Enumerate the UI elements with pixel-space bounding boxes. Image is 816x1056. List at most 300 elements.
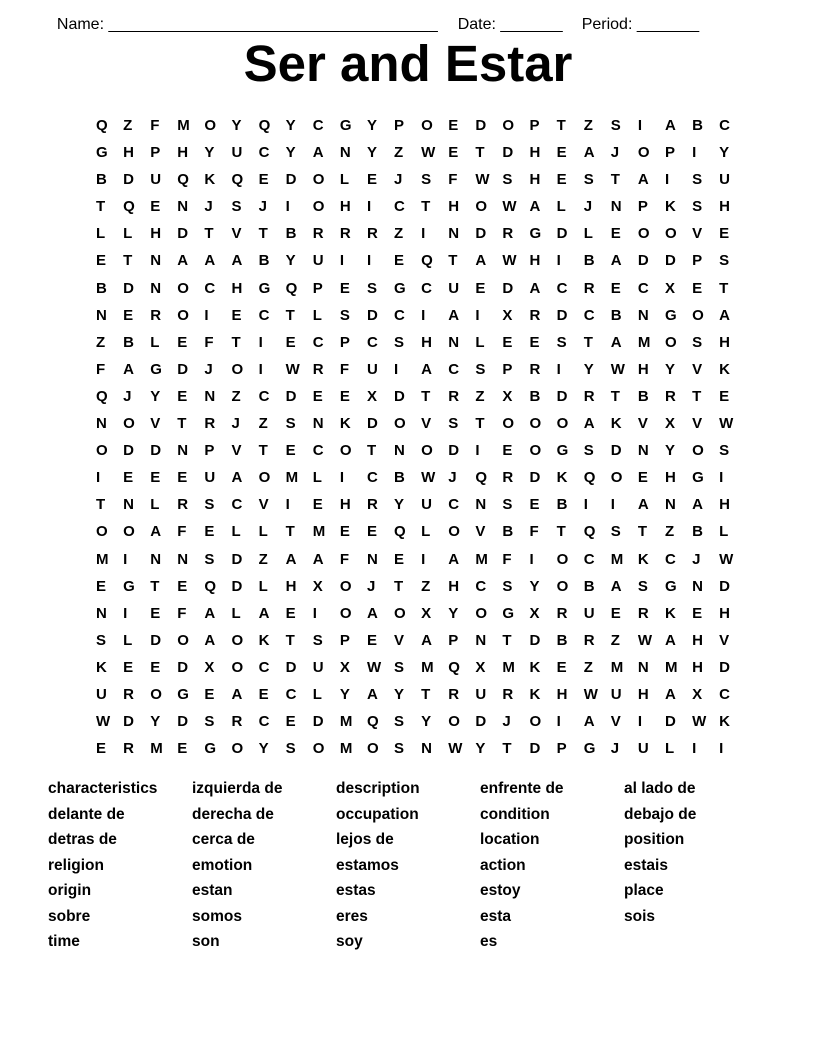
grid-letter[interactable]: Q [258,117,271,134]
grid-letter[interactable]: L [258,523,268,541]
grid-letter[interactable]: R [339,225,351,243]
grid-letter[interactable]: A [366,604,378,622]
grid-letter[interactable]: U [366,360,378,378]
grid-letter[interactable]: O [177,306,189,324]
grid-letter[interactable]: O [150,685,162,703]
grid-letter[interactable]: T [502,740,512,758]
grid-letter[interactable]: W [448,740,463,758]
grid-letter[interactable]: I [123,604,128,622]
grid-letter[interactable]: D [664,713,676,731]
grid-letter[interactable]: D [610,442,622,460]
grid-letter[interactable]: L [421,523,431,541]
grid-letter[interactable]: S [475,360,486,378]
grid-letter[interactable]: E [96,252,107,270]
grid-letter[interactable]: A [692,496,703,514]
grid-letter[interactable]: D [366,306,378,324]
grid-letter[interactable]: I [692,740,697,758]
grid-letter[interactable]: B [610,306,622,324]
grid-letter[interactable]: L [150,333,160,351]
grid-letter[interactable]: S [719,442,730,460]
grid-letter[interactable]: Q [96,387,108,405]
grid-letter[interactable]: U [312,252,324,270]
grid-letter[interactable]: R [448,685,460,703]
grid-letter[interactable]: E [394,252,405,270]
grid-letter[interactable]: N [96,306,107,324]
grid-letter[interactable]: S [502,577,513,595]
grid-letter[interactable]: U [448,279,460,297]
grid-letter[interactable]: Q [475,469,487,487]
grid-letter[interactable]: G [692,469,704,487]
grid-letter[interactable]: M [475,550,488,568]
grid-letter[interactable]: G [664,306,677,324]
grid-letter[interactable]: H [719,604,730,622]
grid-letter[interactable]: E [339,523,350,541]
grid-letter[interactable]: D [285,171,297,189]
grid-letter[interactable]: G [177,685,189,703]
grid-letter[interactable]: A [312,550,324,568]
grid-letter[interactable]: W [366,658,382,676]
grid-letter[interactable]: P [204,442,215,460]
grid-letter[interactable]: E [556,658,567,676]
grid-letter[interactable]: I [394,360,399,378]
grid-letter[interactable]: H [421,333,432,351]
grid-letter[interactable]: O [123,523,135,541]
grid-letter[interactable]: Q [231,171,244,189]
grid-letter[interactable]: R [529,306,541,324]
grid-letter[interactable]: A [664,117,676,134]
grid-letter[interactable]: I [366,252,372,270]
grid-letter[interactable]: R [177,496,189,514]
grid-letter[interactable]: O [312,198,325,216]
grid-letter[interactable]: Q [448,658,460,676]
grid-letter[interactable]: M [285,469,299,487]
grid-letter[interactable]: E [150,469,161,487]
grid-letter[interactable]: M [96,550,109,568]
grid-letter[interactable]: E [150,658,161,676]
grid-letter[interactable]: L [123,225,133,243]
grid-letter[interactable]: E [366,171,377,189]
grid-letter[interactable]: A [150,523,162,541]
grid-letter[interactable]: D [177,360,189,378]
grid-letter[interactable]: C [366,469,378,487]
grid-letter[interactable]: D [556,225,568,243]
grid-letter[interactable]: U [204,469,216,487]
grid-letter[interactable]: I [258,333,263,351]
grid-letter[interactable]: C [664,550,676,568]
grid-letter[interactable]: O [692,306,704,324]
grid-letter[interactable]: S [583,442,594,460]
grid-letter[interactable]: N [366,550,378,568]
grid-letter[interactable]: O [421,117,433,134]
grid-letter[interactable]: T [285,523,295,541]
grid-letter[interactable]: X [339,658,350,676]
grid-letter[interactable]: R [502,469,514,487]
grid-letter[interactable]: T [610,171,620,189]
grid-letter[interactable]: S [502,171,513,189]
grid-letter[interactable]: A [610,333,622,351]
grid-letter[interactable]: N [339,144,351,162]
grid-letter[interactable]: G [529,225,542,243]
grid-letter[interactable]: P [339,333,350,351]
grid-letter[interactable]: J [610,144,620,162]
grid-letter[interactable]: T [421,387,431,405]
grid-letter[interactable]: E [556,171,567,189]
grid-letter[interactable]: E [366,523,377,541]
grid-letter[interactable]: I [123,550,128,568]
grid-letter[interactable]: E [529,496,540,514]
grid-letter[interactable]: I [258,360,263,378]
grid-letter[interactable]: I [96,469,101,487]
grid-letter[interactable]: E [285,713,296,731]
grid-letter[interactable]: K [637,550,649,568]
grid-letter[interactable]: T [719,279,729,297]
grid-letter[interactable]: O [204,117,217,134]
grid-letter[interactable]: A [204,631,216,649]
grid-letter[interactable]: Q [204,577,217,595]
grid-letter[interactable]: A [204,604,216,622]
grid-letter[interactable]: D [231,550,243,568]
grid-letter[interactable]: I [583,496,588,514]
grid-letter[interactable]: L [339,171,350,189]
grid-letter[interactable]: O [177,279,189,297]
grid-letter[interactable]: K [529,658,541,676]
grid-letter[interactable]: S [610,523,621,541]
grid-letter[interactable]: V [421,415,432,433]
grid-letter[interactable]: F [448,171,458,189]
grid-letter[interactable]: O [177,631,189,649]
grid-letter[interactable]: E [692,604,703,622]
grid-letter[interactable]: D [150,631,162,649]
grid-letter[interactable]: D [123,442,134,460]
grid-letter[interactable]: W [719,550,734,568]
grid-letter[interactable]: A [719,306,730,324]
grid-letter[interactable]: W [475,171,490,189]
grid-letter[interactable]: I [719,740,724,758]
grid-letter[interactable]: K [719,360,730,378]
grid-letter[interactable]: E [285,442,296,460]
grid-letter[interactable]: Z [421,577,431,595]
grid-letter[interactable]: A [583,415,595,433]
grid-letter[interactable]: D [123,171,134,189]
grid-letter[interactable]: W [421,144,436,162]
grid-letter[interactable]: G [664,577,677,595]
grid-letter[interactable]: R [366,225,378,243]
grid-letter[interactable]: B [502,523,514,541]
grid-letter[interactable]: I [285,198,290,216]
grid-letter[interactable]: C [448,496,460,514]
grid-letter[interactable]: R [312,360,324,378]
grid-letter[interactable]: N [312,415,324,433]
grid-letter[interactable]: S [285,415,296,433]
grid-letter[interactable]: S [637,577,648,595]
grid-letter[interactable]: N [610,198,622,216]
grid-letter[interactable]: O [448,713,460,731]
grid-letter[interactable]: Y [366,117,377,134]
grid-letter[interactable]: A [366,685,378,703]
grid-letter[interactable]: D [637,252,649,270]
grid-letter[interactable]: S [448,415,459,433]
grid-letter[interactable]: U [150,171,162,189]
grid-letter[interactable]: T [583,333,593,351]
grid-letter[interactable]: E [258,171,269,189]
grid-letter[interactable]: D [394,387,405,405]
grid-letter[interactable]: P [448,631,459,649]
grid-letter[interactable]: D [177,658,189,676]
grid-letter[interactable]: S [394,740,405,758]
grid-letter[interactable]: X [204,658,215,676]
grid-letter[interactable]: E [96,740,107,758]
grid-letter[interactable]: Z [123,117,133,134]
grid-letter[interactable]: Z [231,387,241,405]
grid-letter[interactable]: Y [394,496,405,514]
grid-letter[interactable]: T [637,523,648,541]
grid-letter[interactable]: B [556,631,568,649]
grid-letter[interactable]: N [177,198,189,216]
grid-letter[interactable]: J [502,713,511,731]
grid-letter[interactable]: Q [366,713,379,731]
grid-letter[interactable]: O [312,171,325,189]
grid-letter[interactable]: I [421,225,426,243]
grid-letter[interactable]: T [475,415,485,433]
date-blank[interactable]: _______ [500,16,563,33]
grid-letter[interactable]: N [123,496,134,514]
grid-letter[interactable]: M [610,550,624,568]
grid-letter[interactable]: S [583,171,594,189]
grid-letter[interactable]: H [637,360,649,378]
grid-letter[interactable]: X [502,387,513,405]
grid-letter[interactable]: O [475,198,487,216]
grid-letter[interactable]: Y [285,117,296,134]
grid-letter[interactable]: H [339,198,351,216]
grid-letter[interactable]: P [637,198,648,216]
grid-letter[interactable]: D [123,713,134,731]
grid-letter[interactable]: Y [285,252,296,270]
grid-letter[interactable]: C [285,685,297,703]
grid-letter[interactable]: S [394,658,405,676]
grid-letter[interactable]: K [204,171,216,189]
grid-letter[interactable]: A [448,550,460,568]
grid-letter[interactable]: Y [150,713,161,731]
grid-letter[interactable]: S [204,713,215,731]
grid-letter[interactable]: J [583,198,593,216]
grid-letter[interactable]: B [583,252,595,270]
grid-letter[interactable]: Y [421,713,432,731]
grid-letter[interactable]: S [204,550,215,568]
grid-letter[interactable]: H [448,577,460,595]
grid-letter[interactable]: Q [394,523,406,541]
grid-letter[interactable]: N [664,496,676,514]
grid-letter[interactable]: X [312,577,323,595]
grid-letter[interactable]: O [637,225,650,243]
grid-letter[interactable]: S [366,279,377,297]
grid-letter[interactable]: C [258,658,270,676]
grid-letter[interactable]: I [637,117,643,134]
grid-letter[interactable]: O [692,442,704,460]
grid-letter[interactable]: H [150,225,162,243]
grid-letter[interactable]: S [96,631,107,649]
grid-letter[interactable]: E [475,279,486,297]
grid-letter[interactable]: R [231,713,243,731]
grid-letter[interactable]: P [502,360,513,378]
grid-letter[interactable]: S [421,171,432,189]
grid-letter[interactable]: V [692,360,703,378]
grid-letter[interactable]: N [150,550,162,568]
grid-letter[interactable]: R [502,225,514,243]
grid-letter[interactable]: V [231,225,242,243]
grid-letter[interactable]: M [339,740,353,758]
grid-letter[interactable]: A [312,144,324,162]
grid-letter[interactable]: T [556,117,566,134]
grid-letter[interactable]: Q [96,117,108,134]
grid-letter[interactable]: O [339,442,352,460]
grid-letter[interactable]: C [421,279,432,297]
grid-letter[interactable]: Q [285,279,298,297]
grid-letter[interactable]: J [366,577,376,595]
grid-letter[interactable]: N [448,225,460,243]
grid-letter[interactable]: I [421,550,426,568]
grid-letter[interactable]: E [204,523,215,541]
grid-letter[interactable]: A [231,685,243,703]
grid-letter[interactable]: O [529,415,542,433]
grid-letter[interactable]: H [177,144,189,162]
grid-letter[interactable]: A [610,577,622,595]
grid-letter[interactable]: E [394,550,405,568]
grid-letter[interactable]: Z [258,550,268,568]
grid-letter[interactable]: P [394,117,405,134]
grid-letter[interactable]: A [637,496,649,514]
grid-letter[interactable]: A [177,252,189,270]
grid-letter[interactable]: K [664,198,676,216]
grid-letter[interactable]: M [177,117,190,134]
grid-letter[interactable]: E [692,279,703,297]
grid-letter[interactable]: G [258,279,271,297]
grid-letter[interactable]: C [719,685,730,703]
grid-letter[interactable]: I [421,306,426,324]
grid-letter[interactable]: M [339,713,353,731]
grid-letter[interactable]: X [475,658,486,676]
grid-letter[interactable]: N [96,604,107,622]
grid-letter[interactable]: N [394,442,405,460]
grid-letter[interactable]: R [583,279,595,297]
grid-letter[interactable]: W [583,685,598,703]
period-blank[interactable]: _______ [636,16,700,33]
grid-letter[interactable]: F [150,117,160,134]
grid-letter[interactable]: D [529,469,541,487]
name-blank[interactable]: _____________________________________ [108,16,438,33]
grid-letter[interactable]: O [556,577,569,595]
grid-letter[interactable]: Q [583,469,596,487]
grid-letter[interactable]: E [177,469,188,487]
grid-letter[interactable]: T [692,387,702,405]
grid-letter[interactable]: N [421,740,432,758]
grid-letter[interactable]: T [421,198,431,216]
grid-letter[interactable]: P [339,631,350,649]
grid-letter[interactable]: G [502,604,515,622]
grid-letter[interactable]: V [394,631,405,649]
grid-letter[interactable]: S [610,117,621,134]
grid-letter[interactable]: O [231,658,244,676]
grid-letter[interactable]: U [421,496,432,514]
grid-letter[interactable]: L [475,333,485,351]
grid-letter[interactable]: P [529,117,540,134]
grid-letter[interactable]: S [312,631,323,649]
grid-letter[interactable]: M [502,658,515,676]
grid-letter[interactable]: B [285,225,297,243]
grid-letter[interactable]: D [177,225,189,243]
grid-letter[interactable]: N [96,415,107,433]
grid-letter[interactable]: O [475,604,487,622]
grid-letter[interactable]: I [366,198,372,216]
grid-letter[interactable]: V [231,442,242,460]
grid-letter[interactable]: I [610,496,615,514]
grid-letter[interactable]: D [529,631,541,649]
grid-letter[interactable]: H [637,685,649,703]
grid-letter[interactable]: H [719,198,730,216]
grid-letter[interactable]: G [150,360,162,378]
grid-letter[interactable]: T [96,198,106,216]
grid-letter[interactable]: G [204,740,217,758]
grid-letter[interactable]: S [339,306,350,324]
grid-letter[interactable]: H [231,279,243,297]
grid-letter[interactable]: F [177,523,187,541]
grid-letter[interactable]: D [556,306,568,324]
grid-letter[interactable]: R [312,225,324,243]
grid-letter[interactable]: J [258,198,267,216]
grid-letter[interactable]: E [637,469,648,487]
grid-letter[interactable]: O [664,333,677,351]
grid-letter[interactable]: E [123,658,134,676]
grid-letter[interactable]: E [150,198,161,216]
grid-letter[interactable]: I [556,360,561,378]
grid-letter[interactable]: O [421,442,433,460]
grid-letter[interactable]: F [339,360,350,378]
grid-letter[interactable]: F [177,604,187,622]
grid-letter[interactable]: B [556,496,568,514]
grid-letter[interactable]: H [692,631,703,649]
grid-letter[interactable]: T [231,333,241,351]
grid-letter[interactable]: P [664,144,675,162]
grid-letter[interactable]: N [204,387,216,405]
grid-letter[interactable]: E [339,279,350,297]
grid-letter[interactable]: T [177,415,187,433]
grid-letter[interactable]: N [150,279,162,297]
grid-letter[interactable]: T [448,252,458,270]
grid-letter[interactable]: Y [448,604,459,622]
grid-letter[interactable]: A [637,171,649,189]
grid-letter[interactable]: A [529,198,541,216]
grid-letter[interactable]: H [529,171,541,189]
grid-letter[interactable]: I [339,469,345,487]
grid-letter[interactable]: E [177,740,188,758]
grid-letter[interactable]: K [529,685,541,703]
grid-letter[interactable]: D [123,279,134,297]
grid-letter[interactable]: E [312,387,323,405]
grid-letter[interactable]: T [366,442,377,460]
grid-letter[interactable]: V [150,415,161,433]
grid-letter[interactable]: O [664,225,677,243]
grid-letter[interactable]: F [502,550,512,568]
grid-letter[interactable]: C [258,306,270,324]
grid-letter[interactable]: M [664,658,678,676]
grid-letter[interactable]: Y [204,144,215,162]
grid-letter[interactable]: P [312,279,323,297]
grid-letter[interactable]: E [610,279,621,297]
grid-letter[interactable]: Y [258,740,269,758]
grid-letter[interactable]: E [339,387,350,405]
grid-letter[interactable]: G [123,577,135,595]
grid-letter[interactable]: B [637,387,649,405]
grid-letter[interactable]: N [177,442,189,460]
